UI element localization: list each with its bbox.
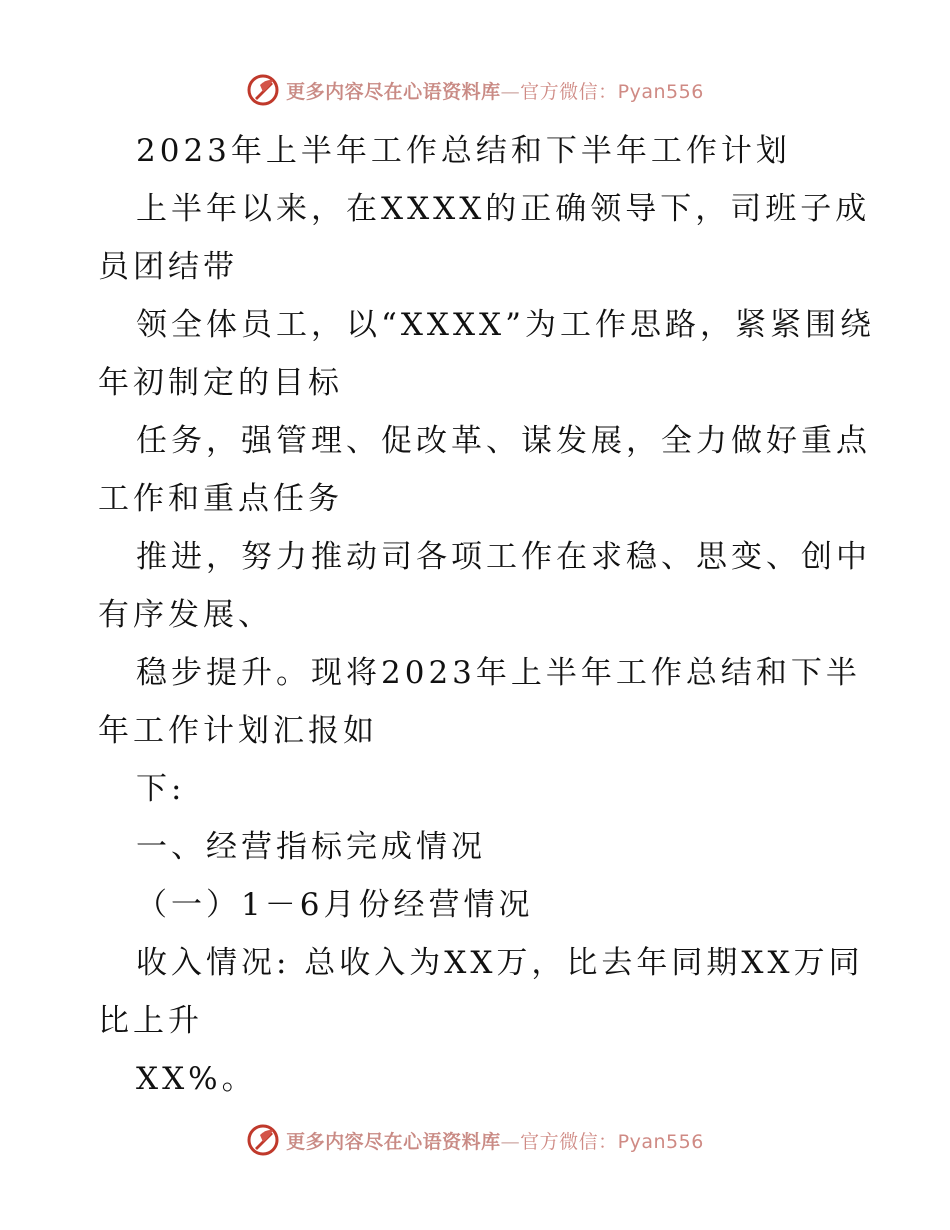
paragraph-line: 领全体员工，以“XXXX”为工作思路，紧紧围绕 <box>136 307 875 343</box>
section-heading: 一、经营指标完成情况 <box>136 829 486 865</box>
quill-logo-icon <box>246 73 280 107</box>
paragraph-line: 年工作计划汇报如 <box>98 713 378 749</box>
paragraph-line: 下: <box>136 771 186 807</box>
watermark-account: 官方微信：Pyan556 <box>520 80 704 103</box>
paragraph-line: 任务，强管理、促改革、谋发展，全力做好重点 <box>136 423 871 459</box>
watermark-text <box>286 1127 704 1154</box>
watermark-separator: — <box>500 80 521 103</box>
watermark-slogan: 更多内容尽在心语资料库 <box>286 80 501 103</box>
subsection-heading: （一）1－6月份经营情况 <box>136 887 534 923</box>
watermark-separator: — <box>500 1130 521 1153</box>
paragraph-line: 推进，努力推动司各项工作在求稳、思变、创中 <box>136 539 871 575</box>
quill-logo-icon <box>246 1123 280 1157</box>
watermark-account: 官方微信：Pyan556 <box>520 1130 704 1153</box>
paragraph-line: 收入情况: 总收入为XX万，比去年同期XX万同 <box>136 945 864 981</box>
watermark-footer <box>0 1118 950 1162</box>
paragraph-line: XX%。 <box>136 1061 257 1097</box>
document-title: 2023年上半年工作总结和下半年工作计划 <box>136 133 791 169</box>
paragraph-line: 有序发展、 <box>98 597 273 633</box>
paragraph-line: 工作和重点任务 <box>98 481 343 517</box>
paragraph-line: 比上升 <box>98 1003 203 1039</box>
watermark-text <box>286 77 704 104</box>
watermark-header <box>0 68 950 112</box>
paragraph-line: 稳步提升。现将2023年上半年工作总结和下半 <box>136 655 861 691</box>
watermark-slogan: 更多内容尽在心语资料库 <box>286 1130 501 1153</box>
paragraph-line: 年初制定的目标 <box>98 365 343 401</box>
paragraph-line: 员团结带 <box>98 249 238 285</box>
document-body <box>98 122 875 1108</box>
paragraph-line: 上半年以来，在XXXX的正确领导下，司班子成 <box>136 191 871 227</box>
